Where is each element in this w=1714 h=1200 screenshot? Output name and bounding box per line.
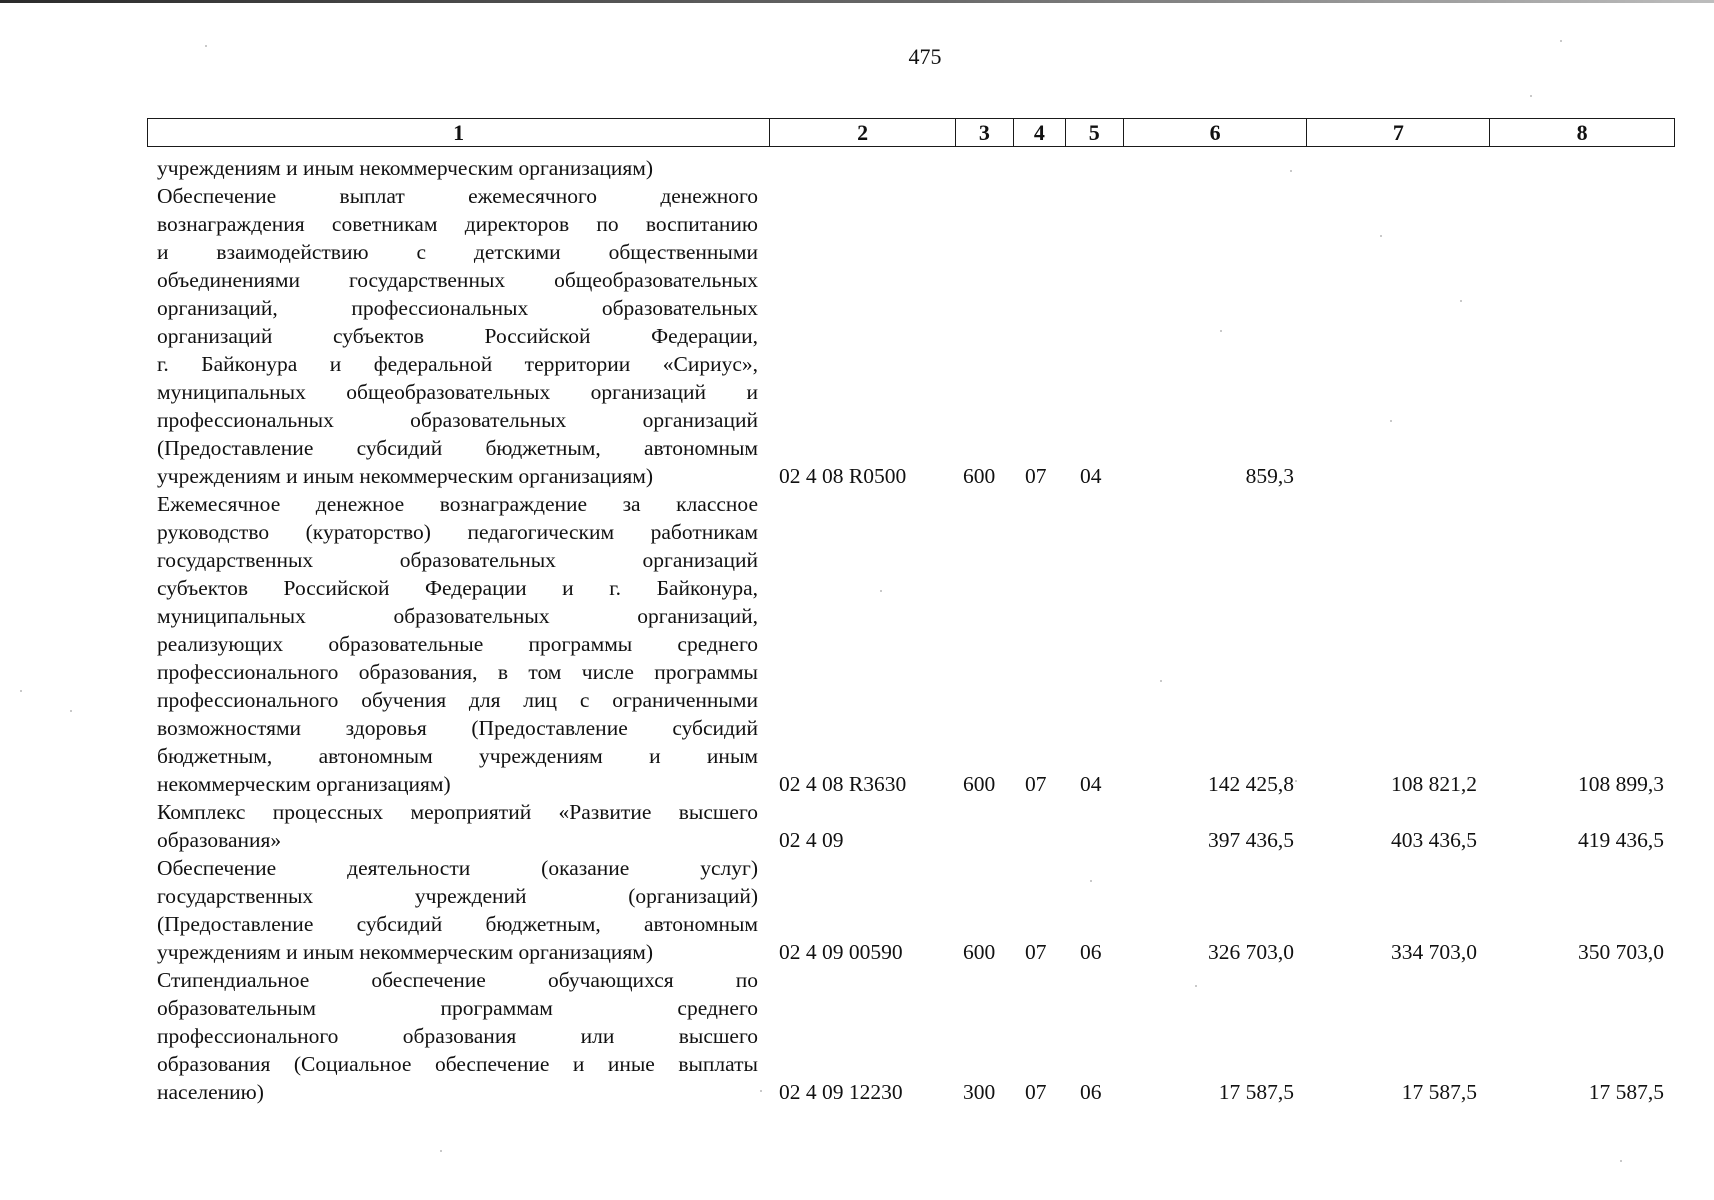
description-line: учреждениям и иным некоммерческим организациям)	[157, 940, 654, 964]
scan-speck	[1160, 680, 1162, 682]
description-line: и взаимодействию с детскими общественными	[157, 240, 758, 264]
subsection: 06	[1080, 940, 1102, 964]
amount-col-7: 17 587,5	[1401, 1080, 1477, 1104]
section: 07	[1025, 464, 1047, 488]
scan-speck	[20, 690, 22, 692]
description-line: руководство (кураторство) педагогическим работникам	[157, 520, 758, 544]
description-line: (Предоставление субсидий бюджетным, автономным	[157, 436, 758, 460]
page-number: 475	[908, 44, 942, 69]
subsection: 04	[1080, 464, 1102, 488]
scan-speck	[205, 45, 207, 47]
scan-speck	[1620, 1160, 1622, 1162]
scan-speck	[1390, 420, 1392, 422]
amount-col-6: 142 425,8	[1208, 772, 1294, 796]
scan-speck	[1460, 300, 1462, 302]
description-line: государственных учреждений (организаций)	[157, 884, 758, 908]
amount-col-6: 397 436,5	[1208, 828, 1294, 852]
scan-speck	[880, 590, 882, 592]
header-col-8: 8	[1576, 119, 1588, 145]
row-description	[157, 854, 758, 966]
amount-col-7: 108 821,2	[1391, 772, 1477, 796]
description-line: вознаграждения советникам директоров по воспитанию	[157, 212, 758, 236]
expense-type: 600	[963, 940, 996, 964]
section: 07	[1025, 1080, 1047, 1104]
budget-code: 02 4 09 12230	[779, 1080, 903, 1104]
description-line: образования»	[157, 828, 282, 852]
row-description	[157, 966, 758, 1106]
scan-speck	[70, 710, 72, 712]
amount-col-6: 17 587,5	[1218, 1080, 1294, 1104]
description-line: Обеспечение деятельности (оказание услуг)	[157, 856, 758, 880]
description-line: государственных образовательных организаций	[157, 548, 758, 572]
description-line: образования (Социальное обеспечение и иные выплаты	[157, 1052, 758, 1076]
description-line: образовательным программам среднего	[157, 996, 758, 1020]
header-col-3: 3	[956, 119, 1014, 146]
subsection: 06	[1080, 1080, 1102, 1104]
budget-code: 02 4 09 00590	[779, 940, 903, 964]
expense-type: 600	[963, 772, 996, 796]
scan-speck	[1530, 95, 1532, 97]
description-line: субъектов Российской Федерации и г. Байконура,	[157, 576, 758, 600]
description-line: учреждениям и иным некоммерческим организациям)	[157, 464, 654, 488]
row-description	[157, 154, 758, 182]
header-col-4: 4	[1014, 119, 1066, 146]
subsection: 04	[1080, 772, 1102, 796]
amount-col-6: 326 703,0	[1208, 940, 1294, 964]
amount-col-8: 17 587,5	[1588, 1080, 1664, 1104]
scan-speck	[1560, 40, 1562, 42]
description-line: (Предоставление субсидий бюджетным, автономным	[157, 912, 758, 936]
row-description	[157, 798, 758, 854]
description-line: организаций субъектов Российской Федерации,	[157, 324, 758, 348]
description-line: профессионального образования или высшего	[157, 1024, 758, 1048]
row-description	[157, 182, 758, 490]
amount-col-6: 859,3	[1245, 464, 1294, 488]
description-line: Ежемесячное денежное вознаграждение за классное	[157, 492, 758, 516]
budget-code: 02 4 09	[779, 828, 844, 852]
description-line: Комплекс процессных мероприятий «Развитие высшего	[157, 800, 758, 824]
header-col-6: 6	[1124, 119, 1308, 146]
header-col-7: 7	[1307, 119, 1490, 146]
scan-speck	[1380, 235, 1382, 237]
description-line: муниципальных образовательных организаций,	[157, 604, 758, 628]
description-line: профессионального образования, в том числе программы	[157, 660, 758, 684]
description-line: муниципальных общеобразовательных организаций и	[157, 380, 758, 404]
section: 07	[1025, 772, 1047, 796]
expense-type: 300	[963, 1080, 996, 1104]
description-line: Стипендиальное обеспечение обучающихся по	[157, 968, 758, 992]
description-line: организаций, профессиональных образовательных	[157, 296, 758, 320]
amount-col-7: 403 436,5	[1391, 828, 1477, 852]
header-col-1: 1	[148, 119, 770, 146]
description-line: Обеспечение выплат ежемесячного денежного	[157, 184, 758, 208]
header-col-5: 5	[1066, 119, 1124, 146]
description-line: г. Байконура и федеральной территории «Сириус»,	[157, 352, 758, 376]
expense-type: 600	[963, 464, 996, 488]
amount-col-7: 334 703,0	[1391, 940, 1477, 964]
budget-code: 02 4 08 R3630	[779, 772, 907, 796]
amount-col-8: 108 899,3	[1578, 772, 1664, 796]
scan-speck	[440, 1150, 442, 1152]
scan-speck	[1220, 330, 1222, 332]
description-line: объединениями государственных общеобразовательных	[157, 268, 758, 292]
table-header	[147, 118, 1675, 147]
description-line: населению)	[157, 1080, 264, 1104]
scan-speck	[1295, 780, 1297, 782]
scan-speck	[1290, 170, 1292, 172]
description-line: некоммерческим организациям)	[157, 772, 451, 796]
scan-speck	[1195, 985, 1197, 987]
scan-edge	[0, 0, 1714, 3]
description-line: профессионального обучения для лиц с ограниченными	[157, 688, 758, 712]
scan-speck	[1090, 880, 1092, 882]
description-line: профессиональных образовательных организаций	[157, 408, 758, 432]
amount-col-8: 419 436,5	[1578, 828, 1664, 852]
budget-code: 02 4 08 R0500	[779, 464, 907, 488]
section: 07	[1025, 940, 1047, 964]
description-line: реализующих образовательные программы среднего	[157, 632, 758, 656]
header-col-2: 2	[770, 119, 956, 146]
description-line: возможностями здоровья (Предоставление субсидий	[157, 716, 758, 740]
scan-speck	[760, 1090, 762, 1092]
amount-col-8: 350 703,0	[1578, 940, 1664, 964]
description-line: учреждениям и иным некоммерческим организациям)	[157, 156, 654, 180]
row-description	[157, 490, 758, 798]
description-line: бюджетным, автономным учреждениям и иным	[157, 744, 758, 768]
